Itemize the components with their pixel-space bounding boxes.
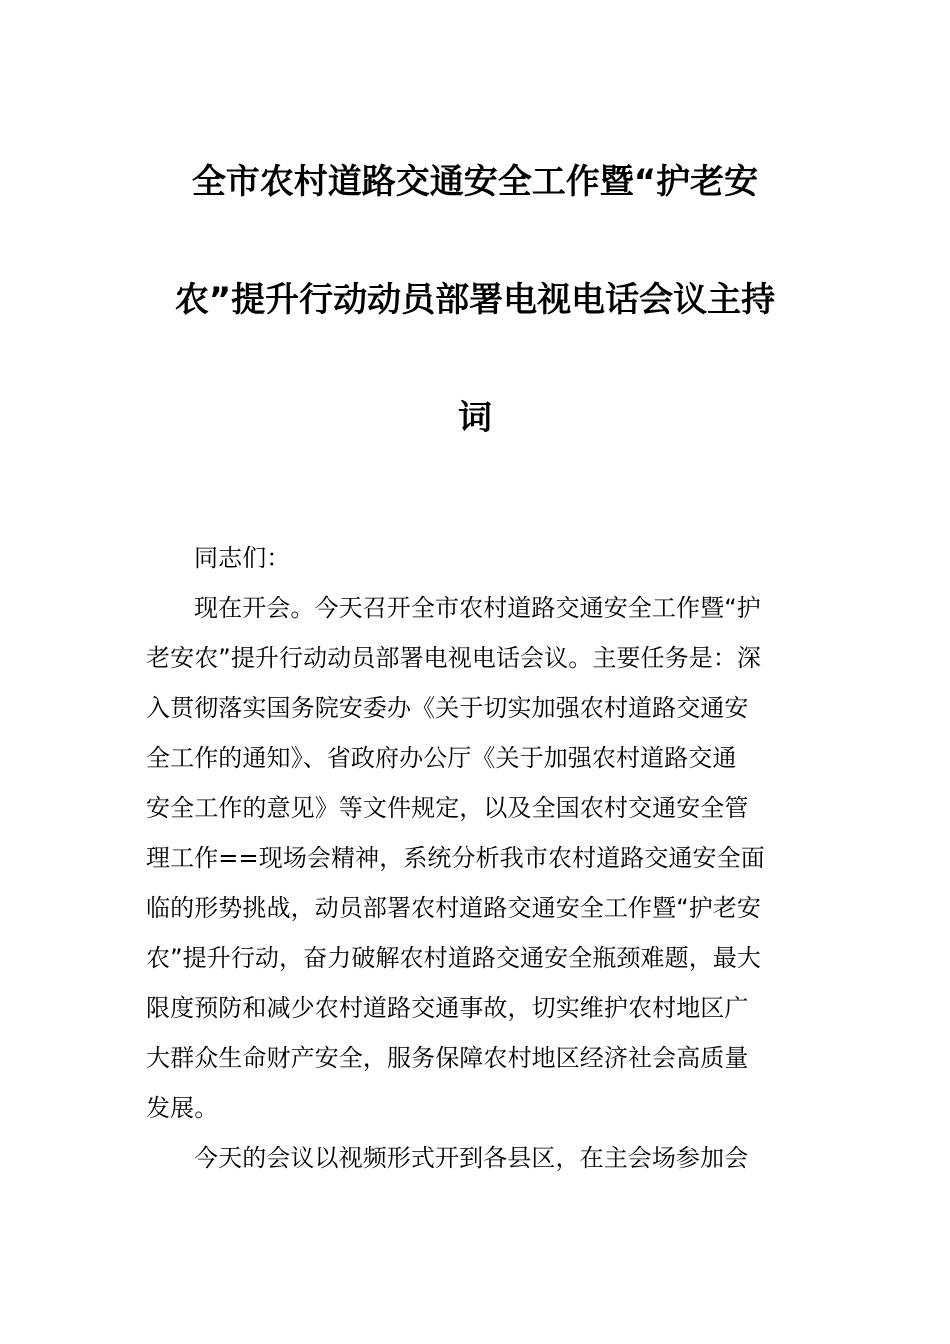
paragraph-1-line: 农”提升行动，奋力破解农村道路交通安全瓶颈难题，最大 [146,944,762,972]
document-title-line-1: 全市农村道路交通安全工作暨“护老安 [191,162,759,202]
salutation: 同志们： [194,544,291,572]
paragraph-1-line: 限度预防和减少农村道路交通事故，切实维护农村地区广 [146,994,749,1022]
paragraph-1-line: 安全工作的意见》等文件规定，以及全国农村交通安全管 [146,794,749,822]
paragraph-1-line: 发展。 [146,1094,219,1122]
paragraph-1-line: 现在开会。今天召开全市农村道路交通安全工作暨“护 [194,594,761,622]
document-title-line-2: 农”提升行动动员部署电视电话会议主持 [174,280,776,320]
paragraph-2-line: 今天的会议以视频形式开到各县区，在主会场参加会 [194,1144,749,1172]
paragraph-1-line: 大群众生命财产安全，服务保障农村地区经济社会高质量 [146,1044,749,1072]
paragraph-1-line: 老安农”提升行动动员部署电视电话会议。主要任务是：深 [146,644,762,672]
paragraph-2 [146,1133,810,1183]
document-title-line-3: 词 [458,398,492,438]
paragraph-1-line: 理工作==现场会精神，系统分析我市农村道路交通安全面 [146,844,765,872]
paragraph-1 [146,583,810,1133]
paragraph-1-line: 临的形势挑战，动员部署农村道路交通安全工作暨“护老安 [146,894,762,922]
paragraph-1-line: 全工作的通知》、省政府办公厅《关于加强农村道路交通 [146,744,737,772]
paragraph-1-line: 入贯彻落实国务院安委办《关于切实加强农村道路交通安 [146,694,749,722]
